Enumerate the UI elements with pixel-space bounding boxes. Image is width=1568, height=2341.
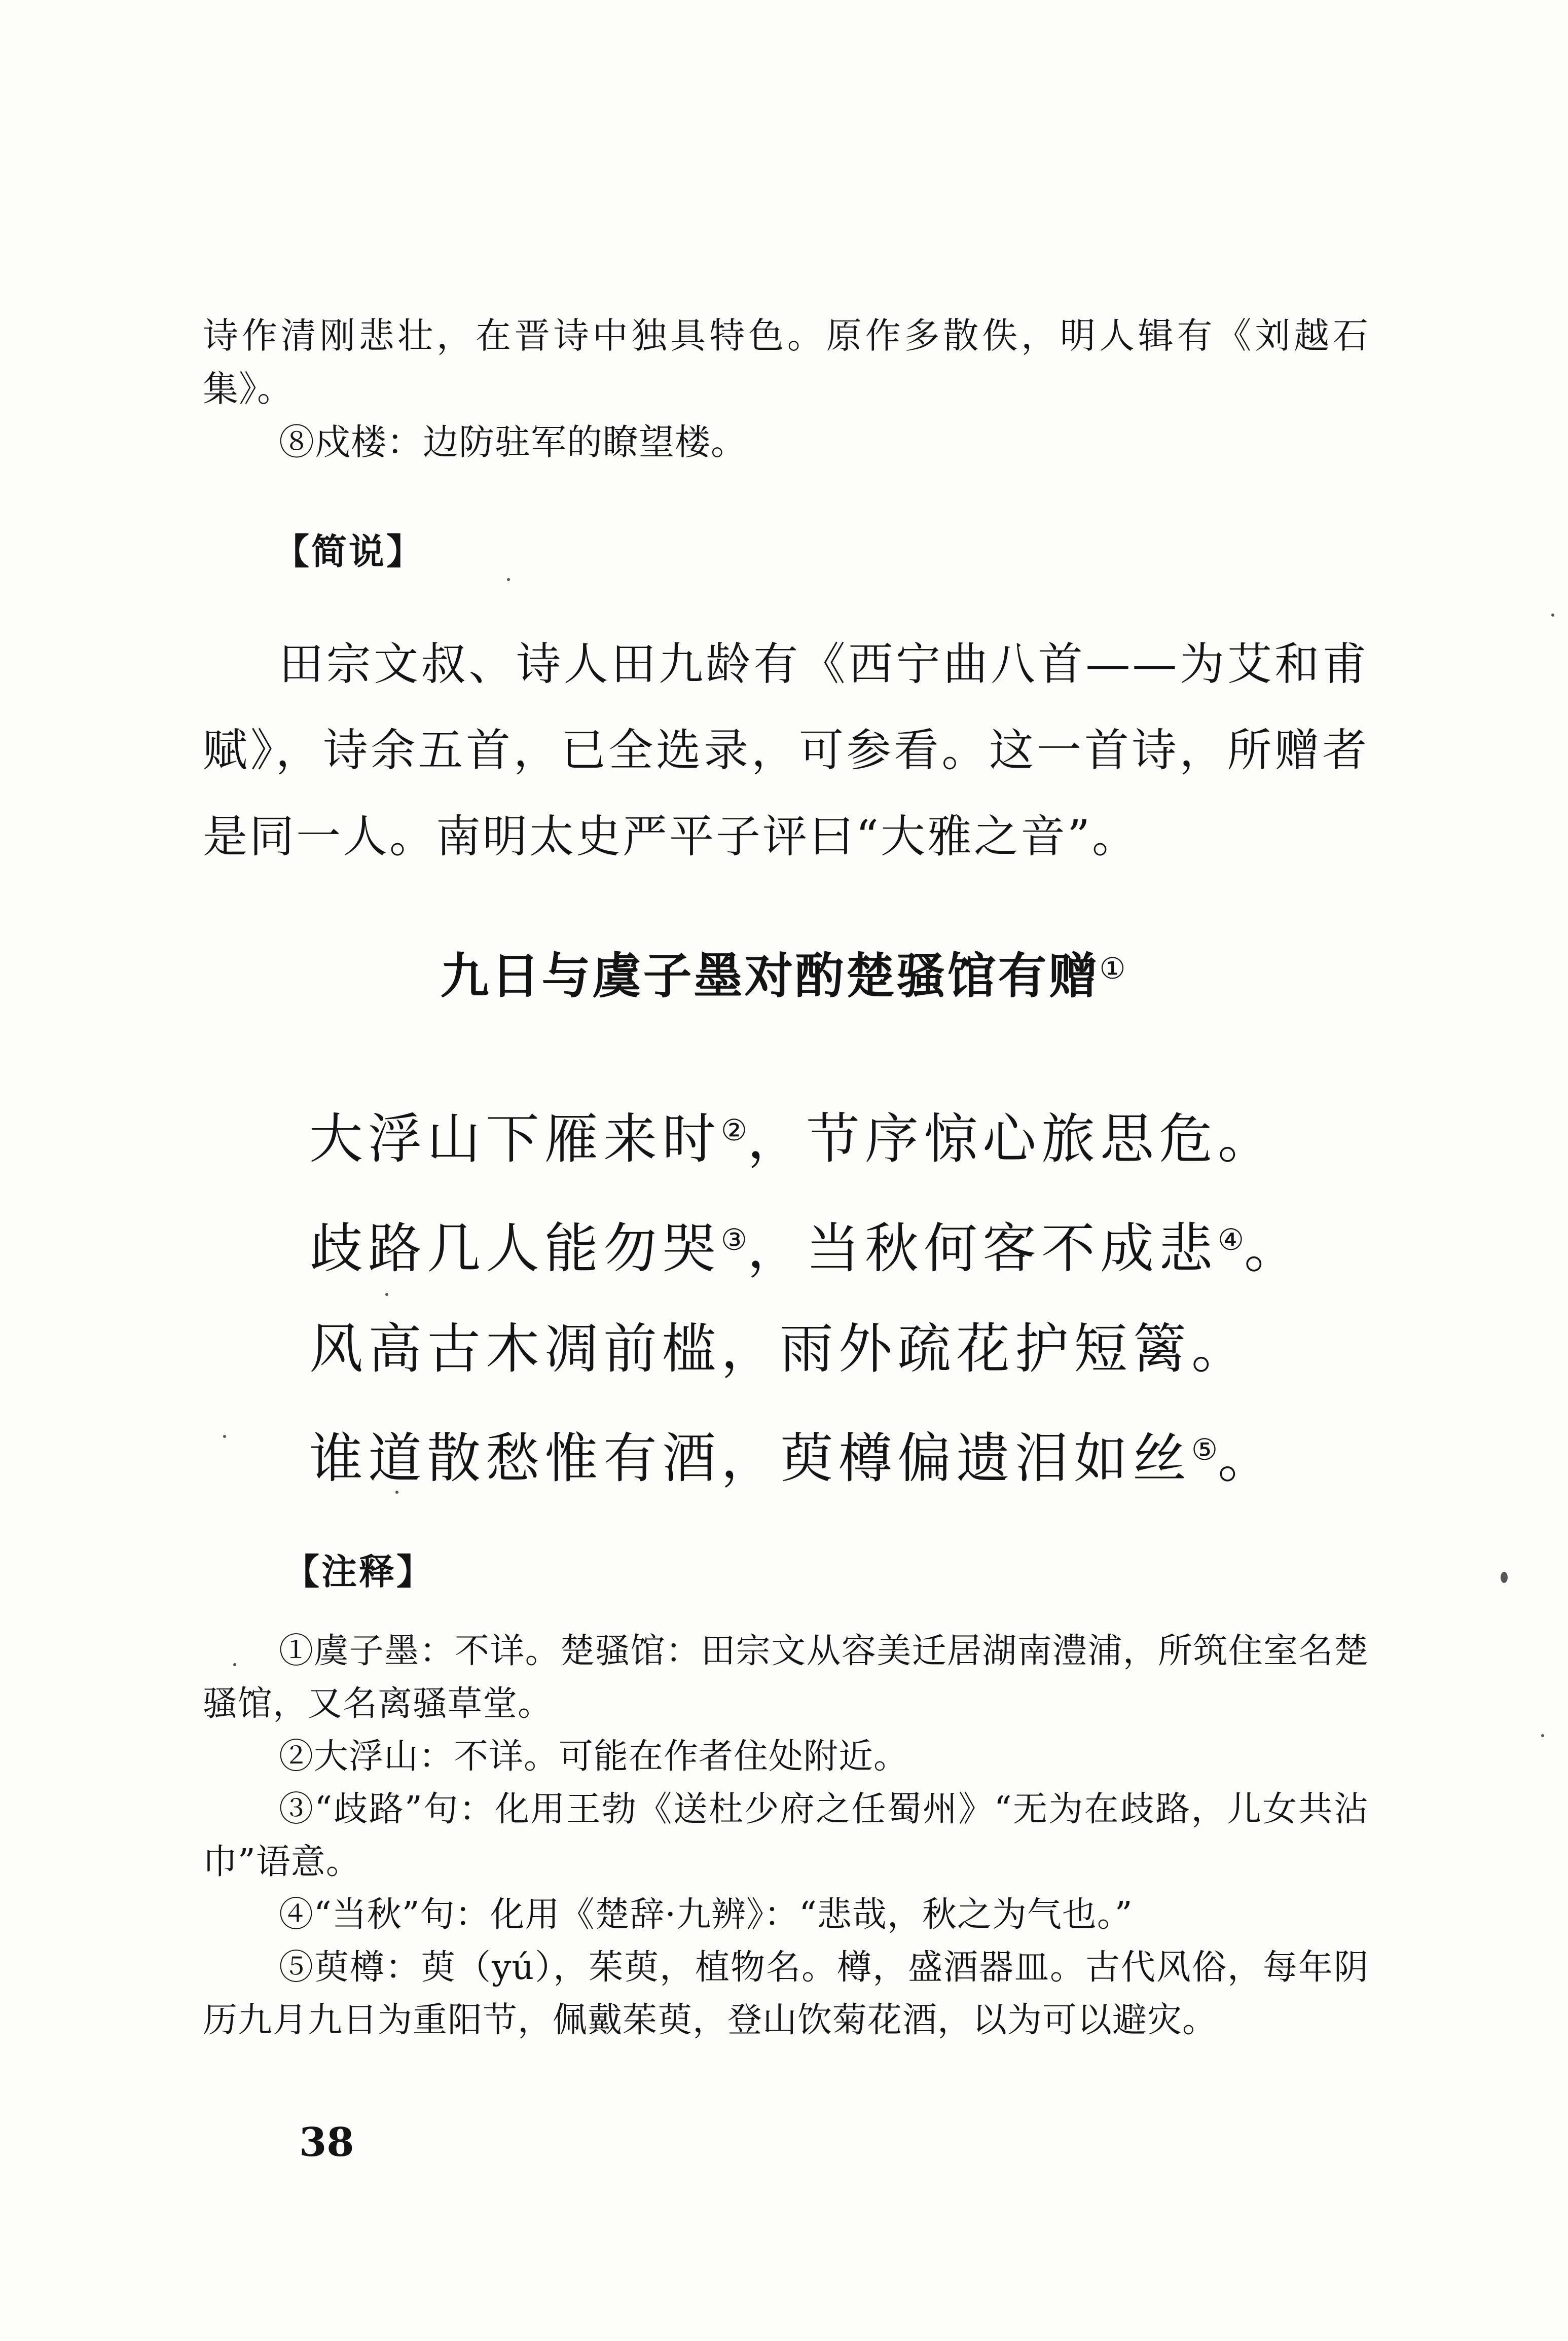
poem-line-4-part-b: 。 [1218, 1427, 1277, 1490]
scan-speck [395, 1491, 398, 1494]
jianshuo-text: 田宗文叔、诗人田九龄有《西宁曲八首——为艾和甫赋》，诗余五首，已全选录，可参看。这一首诗，所赠者是同一人。南明太史严平子评曰“大雅之音”。 [203, 638, 1369, 862]
poem-line-1 [309, 1080, 1425, 1190]
poem-line-2 [309, 1190, 1425, 1299]
poem-line-1-part-b: ，节序惊心旅思危。 [747, 1108, 1277, 1170]
poem-line-2-note: ③ [721, 1222, 747, 1257]
annotation-4: ④“当秋”句：化用《楚辞·九辨》：“悲哉，秋之为气也。” [279, 1895, 1133, 1935]
annotation-1: ①虞子墨：不详。楚骚馆：田宗文从容美迁居湖南澧浦，所筑住室名楚骚馆，又名离骚草堂。 [203, 1631, 1369, 1724]
poem-line-4-note: ⑤ [1191, 1432, 1218, 1467]
poem-line-1-note: ② [721, 1113, 747, 1147]
poem-line-3-part-a: 风高古木凋前槛，雨外疏花护短篱。 [309, 1318, 1250, 1380]
poem-line-2-part-a: 歧路几人能勿哭 [309, 1217, 721, 1280]
zhushi-heading: 【注释】 [284, 1551, 434, 1593]
scan-speck [507, 578, 510, 581]
scan-speck [233, 1663, 236, 1666]
jianshuo-section [203, 621, 1369, 880]
poem-title [0, 938, 1568, 1006]
scan-speck [223, 1435, 226, 1438]
scan-speck [385, 1293, 388, 1296]
annotation-3: ③“歧路”句：化用王勃《送杜少府之任蜀州》“无为在歧路，儿女共沾巾”语意。 [203, 1789, 1369, 1882]
note-8: ⑧戍楼：边防驻军的瞭望楼。 [279, 421, 747, 463]
poem-line-3 [309, 1299, 1425, 1399]
annotation-2: ②大浮山：不详。可能在作者住处附近。 [279, 1737, 909, 1777]
top-notes [203, 309, 1369, 469]
scan-speck [1501, 1572, 1508, 1583]
annotations [203, 1625, 1369, 2047]
scan-speck [1551, 614, 1554, 617]
poem-line-2-part-c: 。 [1244, 1217, 1303, 1280]
poem-line-4 [309, 1399, 1425, 1509]
poem-line-4-part-a: 谁道散愁惟有酒，萸樽偏遗泪如丝 [309, 1427, 1191, 1490]
poem-title-note-marker: ① [1099, 951, 1128, 986]
poem-body [309, 1080, 1425, 1509]
page-number: 38 [299, 2119, 354, 2166]
annotation-5: ⑤萸樽：萸（yú），茱萸，植物名。樽，盛酒器皿。古代风俗，每年阴历九月九日为重阳节，佩戴茱萸，登山饮菊花酒，以为可以避灾。 [203, 1948, 1369, 2040]
poem-line-1-part-a: 大浮山下雁来时 [309, 1108, 721, 1170]
scan-speck [1541, 1734, 1544, 1737]
poem-title-text: 九日与虞子墨对酌楚骚馆有赠 [440, 947, 1100, 1004]
note-continuation: 诗作清刚悲壮，在晋诗中独具特色。原作多散佚，明人辑有《刘越石集》。 [203, 315, 1369, 410]
jianshuo-heading: 【简说】 [274, 530, 424, 572]
poem-line-2-note-2: ④ [1218, 1222, 1244, 1257]
poem-line-2-part-b: ，当秋何客不成悲 [747, 1217, 1218, 1280]
